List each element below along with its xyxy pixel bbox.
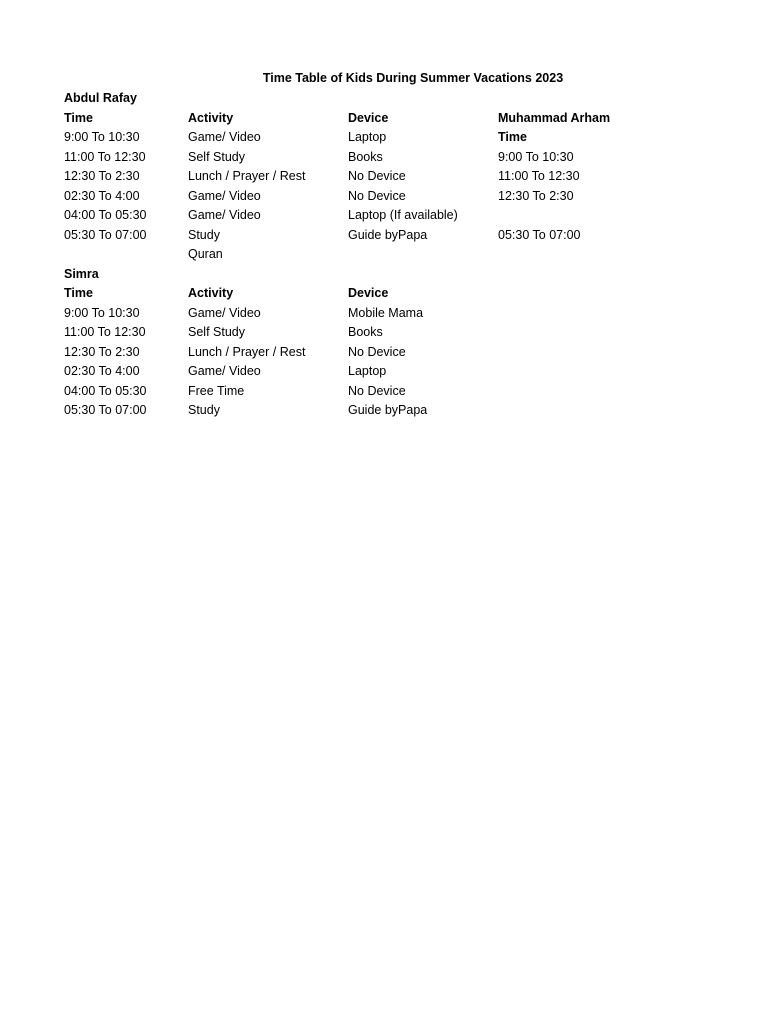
- device-header: Device: [348, 110, 389, 125]
- device-cell: Laptop (If available): [348, 208, 458, 222]
- activity-cell: Game/ Video: [188, 188, 261, 203]
- time-header: Time: [64, 110, 93, 125]
- time-cell: 9:00 To 10:30: [64, 130, 140, 144]
- time-cell: 02:30 To 4:00: [64, 364, 140, 378]
- activity-cell: Lunch / Prayer / Rest: [188, 344, 306, 359]
- device-cell: Guide byPapa: [348, 403, 428, 417]
- time-cell: 11:00 To 12:30: [64, 325, 146, 339]
- activity-cell: Study: [188, 403, 220, 417]
- time-cell: 04:00 To 05:30: [64, 383, 147, 398]
- time-cell: 04:00 To 05:30: [64, 208, 147, 222]
- section-name: Abdul Rafay: [64, 91, 137, 105]
- device-cell: Books: [348, 325, 383, 339]
- device-cell: Books: [348, 149, 383, 164]
- activity-cell: Game/ Video: [188, 208, 261, 222]
- time-cell: 9:00 To 10:30: [64, 305, 140, 320]
- activity-cell: Study: [188, 227, 220, 242]
- time-header: Time: [64, 286, 93, 300]
- activity-cell: Lunch / Prayer / Rest: [188, 169, 306, 183]
- page-title: Time Table of Kids During Summer Vacations 2023: [262, 71, 564, 85]
- time-cell: 05:30 To 07:00: [64, 403, 147, 417]
- device-cell: Guide byPapa: [348, 227, 428, 242]
- activity-cell: Free Time: [188, 383, 245, 398]
- second-section-name: Muhammad Arham: [498, 110, 611, 125]
- second-time-cell: 9:00 To 10:30: [498, 149, 574, 164]
- time-cell: 02:30 To 4:00: [64, 188, 140, 203]
- activity-header: Activity: [188, 110, 234, 125]
- activity-cell: Game/ Video: [188, 130, 261, 144]
- activity-cell: Game/ Video: [188, 305, 261, 320]
- activity-cell: Self Study: [188, 149, 245, 164]
- time-cell: 11:00 To 12:30: [64, 149, 146, 164]
- activity-cell: Quran: [188, 247, 223, 261]
- device-cell: Mobile Mama: [348, 305, 424, 320]
- device-cell: Laptop: [348, 130, 387, 144]
- activity-cell: Game/ Video: [188, 364, 261, 378]
- time-cell: 12:30 To 2:30: [64, 169, 140, 183]
- device-header: Device: [348, 286, 389, 300]
- device-cell: No Device: [348, 169, 406, 183]
- activity-header: Activity: [188, 286, 234, 300]
- second-time-cell: 12:30 To 2:30: [498, 188, 574, 203]
- second-time-header: Time: [498, 130, 527, 144]
- time-cell: 12:30 To 2:30: [64, 344, 140, 359]
- device-cell: No Device: [348, 188, 406, 203]
- device-cell: Laptop: [348, 364, 387, 378]
- second-time-cell: 05:30 To 07:00: [498, 227, 581, 242]
- activity-cell: Self Study: [188, 325, 245, 339]
- second-time-cell: 11:00 To 12:30: [498, 169, 580, 183]
- device-cell: No Device: [348, 344, 406, 359]
- time-cell: 05:30 To 07:00: [64, 227, 147, 242]
- section-name: Simra: [64, 266, 99, 281]
- device-cell: No Device: [348, 383, 406, 398]
